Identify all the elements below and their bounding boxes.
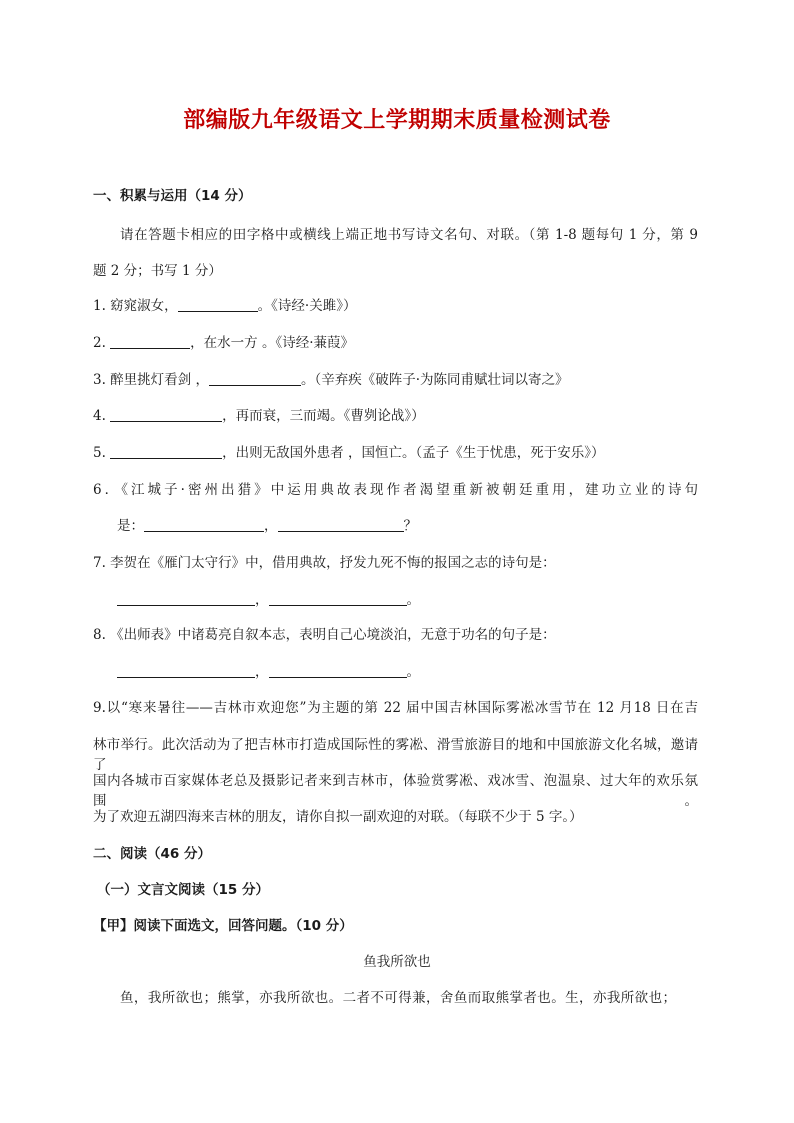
question-8-line-2 [117, 662, 420, 682]
question-6-suffix: ？ [403, 518, 417, 534]
question-5-prefix: 5. [93, 445, 111, 461]
question-2 [93, 333, 354, 353]
question-1-suffix: 。《诗经·关雎》） [257, 298, 357, 314]
answer-blank[interactable] [110, 407, 222, 422]
answer-blank[interactable] [269, 591, 407, 606]
section-2-heading: 二、阅读（46 分） [93, 846, 211, 862]
question-1 [93, 296, 356, 316]
instructions-line-1: 请在答题卡相应的田字格中或横线上端正地书写诗文名句、对联。（第 1-8 题每句 1 分，第 9 [120, 227, 698, 243]
answer-blank[interactable] [117, 663, 255, 678]
question-9-line-1: 9.以“寒来暑往——吉林市欢迎您”为主题的第 22 届中国吉林国际雾凇冰雪节在 12 月18 日在吉 [93, 700, 698, 716]
question-8-suffix: 。 [406, 664, 420, 680]
subsection-1-heading: （一）文言文阅读（15 分） [97, 882, 269, 898]
question-8-separator: ， [255, 664, 269, 680]
instructions-line-2: 题 2 分；书写 1 分） [93, 263, 222, 279]
question-7-line-2 [117, 590, 420, 610]
question-2-prefix: 2. [93, 335, 111, 351]
question-6-line-1: 6．《江城子·密州出猎》中运用典故表现作者渴望重新被朝廷重用，建功立业的诗句 [93, 482, 698, 498]
passage-title: 鱼我所欲也 [363, 954, 431, 970]
question-5-suffix: ，出则无敌国外患者 ，国恒亡。（孟子《生于忧患，死于安乐》） [222, 445, 605, 461]
answer-blank[interactable] [269, 663, 407, 678]
question-8-line-1: 8. 《出师表》中诸葛亮自叙本志，表明自己心境淡泊，无意于功名的句子是： [93, 627, 556, 643]
question-7-suffix: 。 [406, 592, 420, 608]
question-6-line-2 [117, 516, 417, 536]
question-2-suffix: ，在水一方 。《诗经·蒹葭》 [190, 335, 355, 351]
question-9-line-4: 为了欢迎五湖四海来吉林的朋友，请你自拟一副欢迎的对联。（每联不少于 5 字。） [93, 809, 583, 825]
passage-jia-heading: 【甲】阅读下面选文，回答问题。（10 分） [93, 918, 353, 934]
question-9-line-3: 国内各城市百家媒体老总及摄影记者来到吉林市，体验赏雾凇、戏冰雪、泡温泉、过大年的欢乐氛围。 [93, 773, 698, 809]
question-6-separator: ， [264, 518, 278, 534]
question-6-prefix: 是： [117, 518, 144, 534]
question-3 [93, 370, 569, 390]
question-1-prefix: 1. 窈窕淑女， [93, 298, 178, 314]
question-3-suffix: 。（辛弃疾《破阵子·为陈同甫赋壮词以寄之》 [300, 372, 569, 388]
answer-blank[interactable] [110, 334, 190, 349]
answer-blank[interactable] [110, 444, 222, 459]
answer-blank[interactable] [209, 371, 301, 386]
section-1-heading: 一、积累与运用（14 分） [93, 188, 252, 204]
question-4-suffix: ，再而衰，三而竭。《曹刿论战》） [222, 408, 425, 424]
question-7-separator: ， [255, 592, 269, 608]
answer-blank[interactable] [178, 297, 258, 312]
answer-blank[interactable] [117, 591, 255, 606]
question-9-line-2: 林市举行。此次活动为了把吉林市打造成国际性的雾凇、滑雪旅游目的地和中国旅游文化名城，邀请了 [93, 737, 698, 773]
passage-line-1: 鱼，我所欲也；熊掌，亦我所欲也。二者不可得兼，舍鱼而取熊掌者也。生，亦我所欲也； [120, 990, 676, 1006]
question-4 [93, 406, 425, 426]
question-5 [93, 443, 604, 463]
page-title: 部编版九年级语文上学期期末质量检测试卷 [183, 108, 611, 133]
answer-blank[interactable] [278, 517, 404, 532]
question-4-prefix: 4. [93, 408, 111, 424]
question-3-prefix: 3. 醉里挑灯看剑 ， [93, 372, 209, 388]
question-7-line-1: 7. 李贺在《雁门太守行》中，借用典故，抒发九死不悔的报国之志的诗句是： [93, 555, 556, 571]
answer-blank[interactable] [144, 517, 264, 532]
